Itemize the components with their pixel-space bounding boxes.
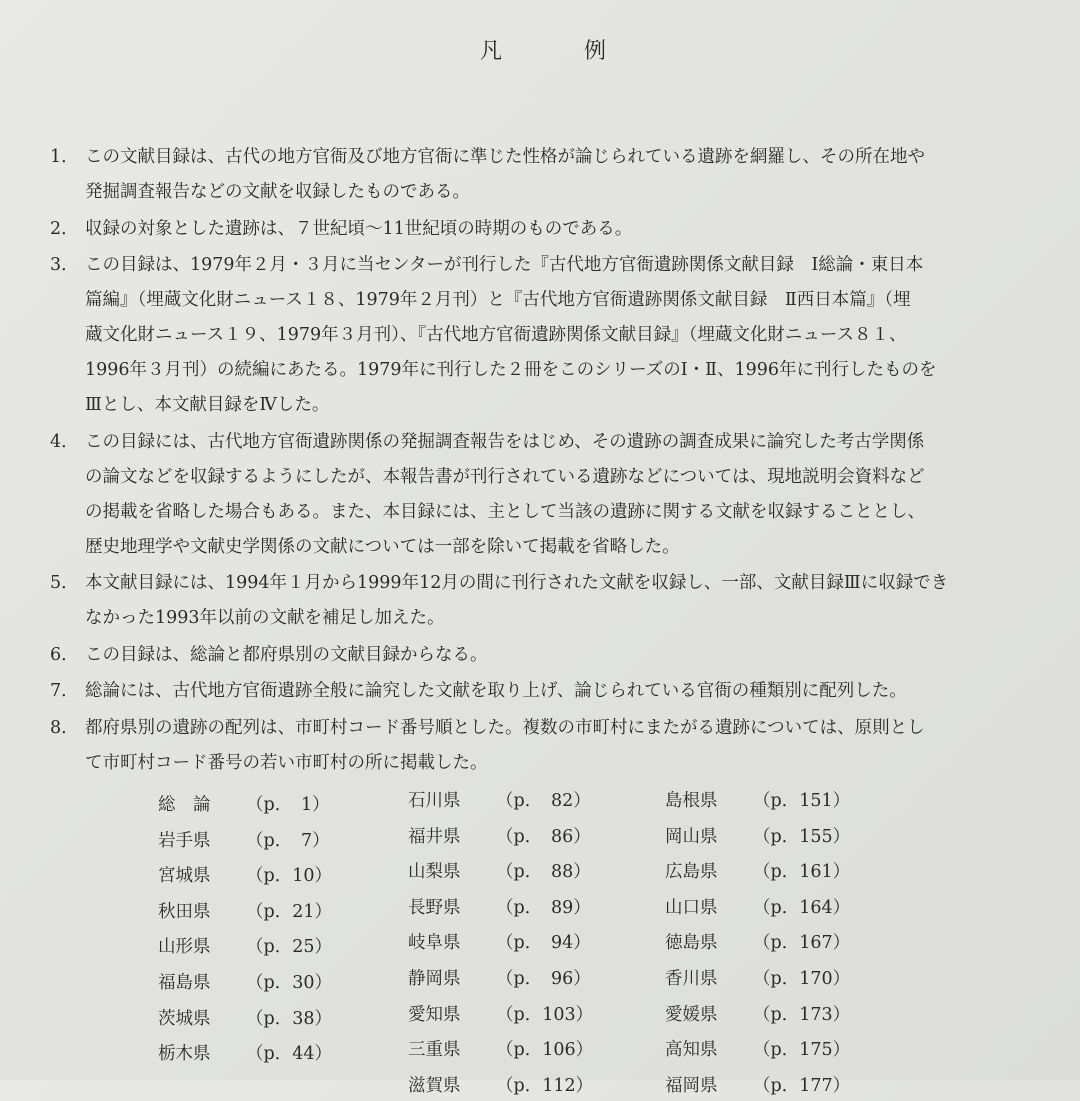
prefecture-name: 滋賀県 — [408, 1075, 461, 1096]
note-line: 蔵文化財ニュース１９、1979年３月刊）、『古代地方官衙遺跡関係文献目録』（埋蔵文化財ニュース８１、 — [85, 325, 907, 345]
page-reference: （p．170） — [753, 969, 851, 989]
page-reference: （p． 96） — [496, 969, 591, 989]
page-reference: （p．167） — [753, 933, 851, 954]
note-line: 収録の対象とした遺跡は、７世紀頃～11世紀頃の時期のものである。 — [85, 218, 633, 239]
page-reference: （p．173） — [753, 1004, 851, 1025]
page-reference: （p．103） — [496, 1004, 594, 1025]
page-reference: （p． 89） — [496, 897, 591, 918]
prefecture-name: 栃木県 — [158, 1044, 211, 1065]
prefecture-name: 山口県 — [665, 897, 718, 918]
page-reference: （p．177） — [753, 1075, 851, 1096]
prefecture-name: 島根県 — [665, 791, 718, 811]
prefecture-name: 岐阜県 — [408, 933, 461, 954]
note-line: て市町村コード番号の若い市町村の所に掲載した。 — [85, 752, 488, 773]
page-reference: （p．25） — [246, 937, 332, 958]
page-reference: （p． 94） — [496, 933, 591, 954]
prefecture-name: 香川県 — [665, 969, 718, 989]
note-number: 7． — [50, 681, 79, 701]
page-reference: （p．30） — [246, 973, 332, 993]
page-reference: （p．151） — [753, 791, 851, 811]
note-line: 篇編』（埋蔵文化財ニュース１８、1979年２月刊）と『古代地方官衙遺跡関係文献目録 Ⅱ西日本篇』（埋 — [85, 290, 911, 310]
page-reference: （p．38） — [246, 1008, 332, 1029]
page-reference: （p．112） — [496, 1075, 594, 1096]
note-number: 3． — [50, 255, 79, 275]
note-line: 発掘調査報告などの文献を収録したものである。 — [85, 182, 470, 202]
note-line: この目録は、総論と都府県別の文献目録からなる。 — [85, 644, 488, 665]
note-line: 都府県別の遺跡の配列は、市町村コード番号順とした。複数の市町村にまたがる遺跡については、原則とし — [85, 717, 925, 738]
page-reference: （p．106） — [496, 1040, 594, 1061]
prefecture-name: 茨城県 — [158, 1008, 211, 1029]
page-reference: （p．10） — [246, 866, 332, 887]
prefecture-name: 福井県 — [408, 826, 461, 847]
page-reference: （p．175） — [753, 1040, 851, 1061]
note-number: 2． — [50, 218, 79, 239]
note-number: 8． — [50, 717, 79, 738]
page-reference: （p．44） — [246, 1044, 332, 1065]
note-line: の論文などを収録するようにしたが、本報告書が刊行されている遺跡などについては、現地説明会資料など — [85, 466, 925, 487]
prefecture-name: 三重県 — [408, 1040, 461, 1061]
prefecture-name: 福岡県 — [665, 1075, 718, 1096]
note-number: 5． — [50, 573, 79, 593]
page-reference: （p． 7） — [246, 830, 330, 851]
prefecture-name: 高知県 — [665, 1040, 718, 1061]
note-line: 歴史地理学や文献史学関係の文献については一部を除いて掲載を省略した。 — [85, 536, 680, 557]
prefecture-name: 岩手県 — [158, 830, 211, 851]
prefecture-name: 岡山県 — [665, 826, 718, 847]
page-reference: （p． 86） — [496, 826, 591, 847]
note-line: なかった1993年以前の文献を補足し加えた。 — [85, 608, 445, 628]
prefecture-name: 宮城県 — [158, 866, 211, 887]
note-line: 本文献目録には、1994年１月から1999年12月の間に刊行された文献を収録し、一部、文献目録Ⅲに収録でき — [85, 573, 949, 593]
note-line: Ⅲとし、本文献目録をⅣした。 — [85, 395, 330, 415]
page-reference: （p．164） — [753, 897, 851, 918]
prefecture-name: 広島県 — [665, 862, 718, 883]
prefecture-name: 石川県 — [408, 791, 461, 811]
note-line: の掲載を省略した場合もある。また、本目録には、主として当該の遺跡に関する文献を収録することとし、 — [85, 501, 925, 522]
prefecture-name: 徳島県 — [665, 933, 718, 954]
page-reference: （p．155） — [753, 826, 851, 847]
prefecture-name: 長野県 — [408, 897, 461, 918]
note-line: この目録は、1979年２月・３月に当センターが刊行した『古代地方官衙遺跡関係文献目録 Ⅰ総論・東日本 — [85, 255, 924, 275]
page-reference: （p． 88） — [496, 862, 591, 883]
page-reference: （p．21） — [246, 901, 332, 922]
prefecture-name: 総 論 — [158, 795, 211, 815]
page-reference: （p．161） — [753, 862, 851, 883]
prefecture-name: 山形県 — [158, 937, 211, 958]
note-line: この文献目録は、古代の地方官衙及び地方官衙に準じた性格が論じられている遺跡を網羅し、その所在地や — [85, 147, 925, 167]
note-number: 1． — [50, 147, 79, 167]
note-line: 1996年３月刊）の続編にあたる。1979年に刊行した２冊をこのシリーズのⅠ・Ⅱ、1996年に刊行したものを — [85, 360, 937, 380]
note-number: 6． — [50, 644, 79, 665]
page-reference: （p． 1） — [246, 795, 330, 815]
page-title: 凡 例 — [480, 39, 637, 64]
prefecture-name: 愛知県 — [408, 1004, 461, 1025]
prefecture-name: 静岡県 — [408, 969, 461, 989]
page-reference: （p． 82） — [496, 791, 591, 811]
note-line: この目録には、古代地方官衙遺跡関係の発掘調査報告をはじめ、その遺跡の調査成果に論究した考古学関係 — [85, 431, 925, 452]
note-line: 総論には、古代地方官衙遺跡全般に論究した文献を取り上げ、論じられている官衙の種類別に配列した。 — [85, 681, 907, 701]
prefecture-name: 福島県 — [158, 973, 211, 993]
prefecture-name: 秋田県 — [158, 901, 211, 922]
prefecture-name: 山梨県 — [408, 862, 461, 883]
prefecture-name: 愛媛県 — [665, 1004, 718, 1025]
note-number: 4． — [50, 431, 79, 452]
